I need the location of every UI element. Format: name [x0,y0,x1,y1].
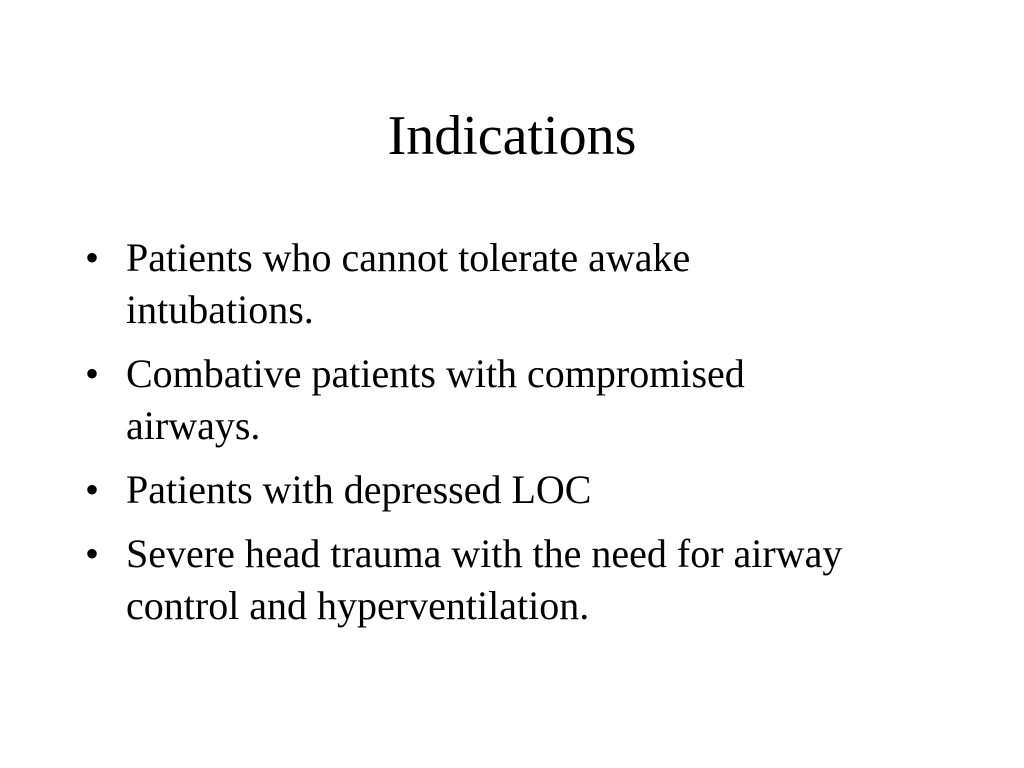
slide-title: Indications [387,105,637,167]
bullet-item [85,348,845,452]
bullet-list [85,232,845,644]
bullet-icon: • [85,351,100,396]
bullet-text: Combative patients with compromised airways. [126,351,745,448]
bullet-icon: • [85,235,100,280]
bullet-text: Patients with depressed LOC [126,467,592,512]
bullet-text: Patients who cannot tolerate awake intubations. [126,235,691,332]
bullet-item [85,232,845,336]
bullet-icon: • [85,531,100,576]
bullet-text: Severe head trauma with the need for airway control and hyperventilation. [126,531,843,628]
bullet-item [85,464,845,516]
bullet-icon: • [85,467,100,512]
bullet-item [85,528,845,632]
